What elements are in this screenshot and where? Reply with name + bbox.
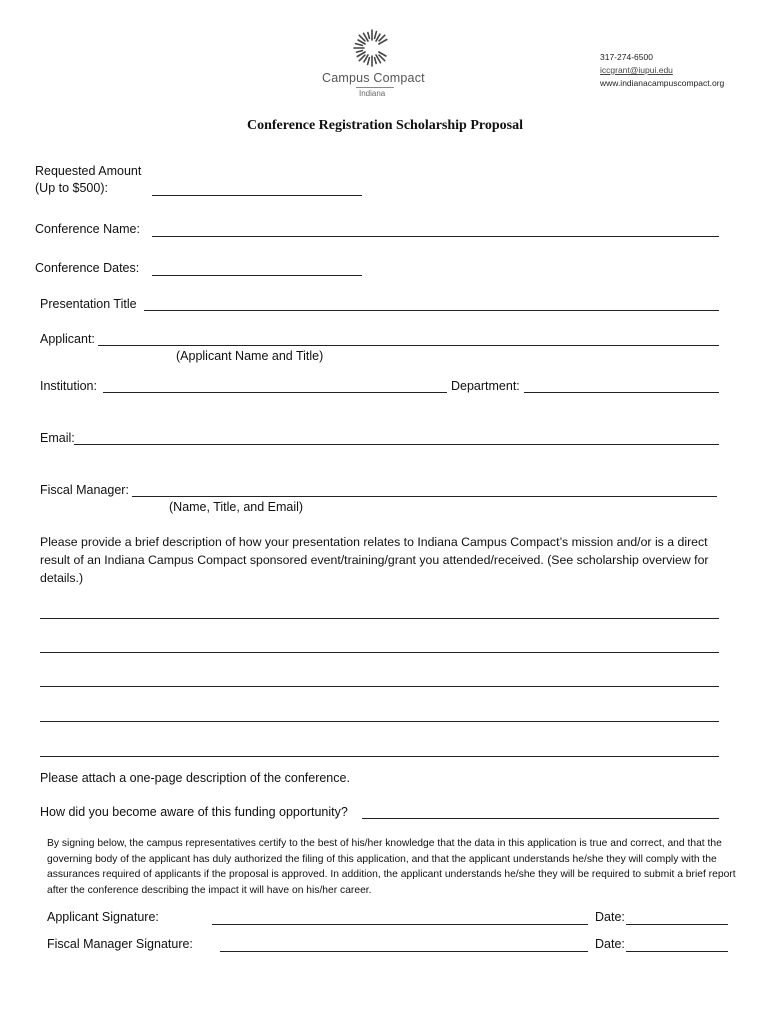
fiscal-manager-field[interactable] [132,496,717,497]
form-title: Conference Registration Scholarship Proposal [247,118,523,133]
description-answer-line[interactable] [40,686,719,687]
applicant-signature-field[interactable] [212,924,588,925]
contact-email-link[interactable]: iccgrant@iupui.edu [600,65,673,75]
fiscal-signature-label: Fiscal Manager Signature: [47,937,193,951]
presentation-title-label: Presentation Title [40,297,137,311]
requested-amount-limit-label: (Up to $500): [35,181,108,195]
department-label: Department: [451,379,520,393]
description-answer-line[interactable] [40,618,719,619]
applicant-date-label: Date: [595,910,625,924]
logo-subtitle: Indiana [359,89,386,98]
certification-statement: By signing below, the campus representatives certify to the best of his/her knowledge that the data in this application is true and correct, and that the governing body of the applicant has duly authorized the filing of this application, and that the applicant understands he/she they will comply with the assurances required of applicants if the proposal is approved. In addition, the applicant understands he/she they will be required to submit a brief report after the conference describing the impact it will have on his/her career. [47,838,736,896]
institution-label: Institution: [40,379,97,393]
conference-dates-label: Conference Dates: [35,261,140,275]
description-answer-line[interactable] [40,756,719,757]
department-field[interactable] [524,392,719,393]
presentation-title-field[interactable] [144,310,719,311]
description-prompt: Please provide a brief description of how your presentation relates to Indiana Campus Compact’s mission and/or is a direct result of an Indiana Campus Compact sponsored event/training/grant you attended/received. (See scholarship overview for details.) [40,535,709,585]
conference-name-field[interactable] [152,236,719,237]
contact-website: www.indianacampuscompact.org [600,78,725,88]
conference-name-label: Conference Name: [35,222,140,236]
fiscal-manager-hint: (Name, Title, and Email) [169,500,304,514]
fiscal-signature-field[interactable] [220,951,588,952]
funding-question-label: How did you become aware of this funding opportunity? [40,805,348,819]
applicant-date-field[interactable] [626,924,728,925]
logo-divider [356,87,394,88]
fiscal-manager-label: Fiscal Manager: [40,483,129,497]
conference-dates-field[interactable] [152,275,362,276]
email-field[interactable] [74,444,719,445]
applicant-field[interactable] [98,345,719,346]
attach-note: Please attach a one-page description of the conference. [40,771,350,785]
applicant-hint: (Applicant Name and Title) [176,349,324,363]
fiscal-date-label: Date: [595,937,625,951]
description-answer-line[interactable] [40,652,719,653]
campus-compact-logo-icon [352,28,392,68]
requested-amount-field[interactable] [152,195,362,196]
description-answer-line[interactable] [40,721,719,722]
email-label: Email: [40,431,75,445]
contact-phone: 317-274-6500 [600,52,653,62]
funding-question-field[interactable] [362,818,719,819]
logo-name: Campus Compact [322,71,425,85]
applicant-signature-label: Applicant Signature: [47,910,159,924]
requested-amount-label: Requested Amount [35,164,142,178]
applicant-label: Applicant: [40,332,95,346]
institution-field[interactable] [103,392,447,393]
fiscal-date-field[interactable] [626,951,728,952]
